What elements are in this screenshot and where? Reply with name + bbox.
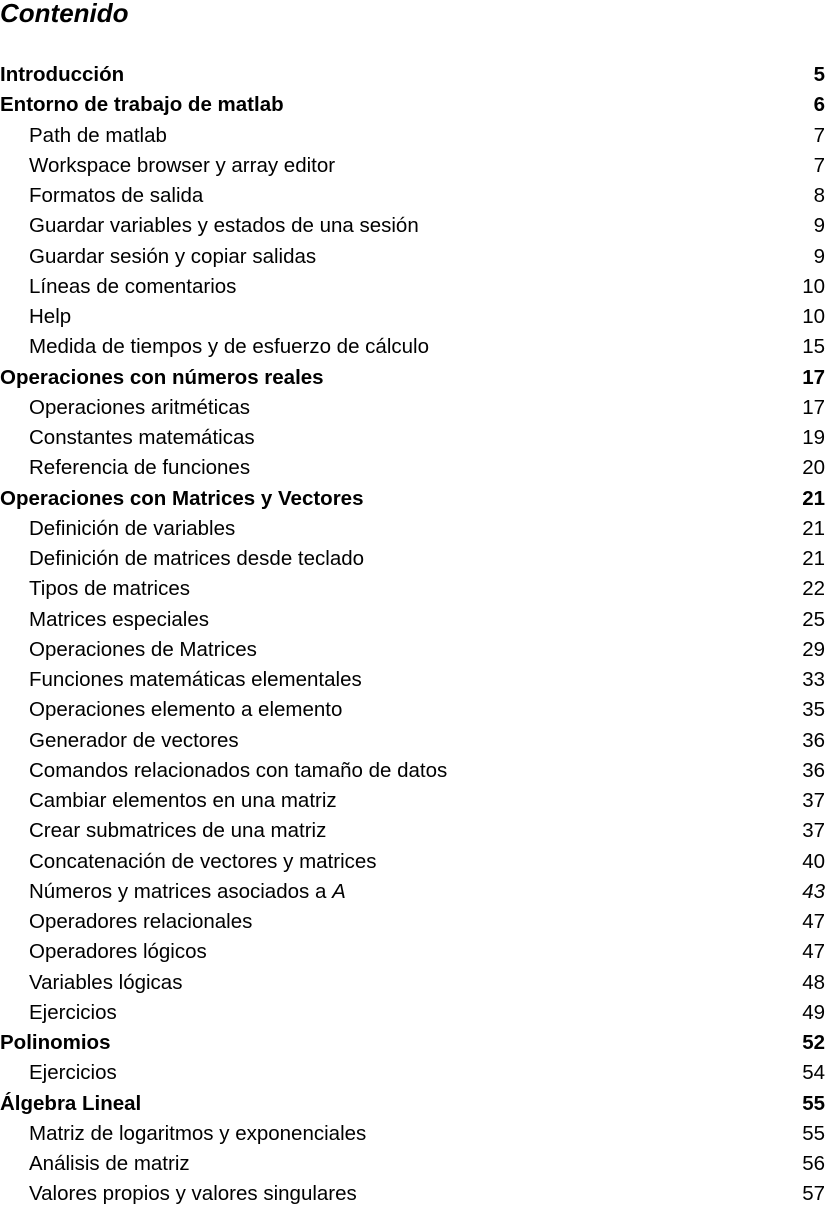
toc-entry-page-number: 47 bbox=[802, 940, 825, 964]
toc-entry-page-number: 21 bbox=[802, 486, 825, 510]
toc-section-entry[interactable] bbox=[0, 544, 826, 574]
toc-entry-page-number: 21 bbox=[802, 547, 825, 571]
toc-section-entry[interactable] bbox=[0, 211, 826, 241]
toc-entry-title-text: Líneas de comentarios bbox=[29, 274, 237, 298]
toc-entry-title bbox=[0, 363, 324, 393]
toc-entry-title bbox=[29, 302, 71, 332]
toc-entry-page-number: 7 bbox=[813, 153, 825, 177]
toc-section-entry[interactable] bbox=[0, 726, 826, 756]
toc-entry-title bbox=[29, 1179, 357, 1209]
toc-entry-title-text: Álgebra Lineal bbox=[0, 1091, 142, 1115]
toc-entry-title bbox=[29, 816, 326, 846]
toc-entry-title bbox=[29, 514, 235, 544]
toc-section-entry[interactable] bbox=[0, 332, 826, 362]
toc-entry-page-number: 19 bbox=[802, 426, 825, 450]
toc-chapter-entry[interactable] bbox=[0, 60, 826, 90]
toc-entry-page-number: 48 bbox=[802, 970, 825, 994]
toc-entry-page-number: 55 bbox=[802, 1121, 825, 1145]
toc-entry-title-text: Guardar variables y estados de una sesión bbox=[29, 214, 419, 238]
toc-entry-title bbox=[29, 726, 239, 756]
toc-section-entry[interactable] bbox=[0, 907, 826, 937]
toc-entry-page-number: 55 bbox=[802, 1091, 825, 1115]
toc-entry-title bbox=[0, 90, 284, 120]
toc-entry-page-number: 17 bbox=[802, 395, 825, 419]
toc-entry-title-text: Workspace browser y array editor bbox=[29, 153, 336, 177]
toc-entry-title-text: Matrices especiales bbox=[29, 607, 210, 631]
toc-entry-page-number: 37 bbox=[802, 789, 825, 813]
toc-entry-page-number: 25 bbox=[802, 607, 825, 631]
toc-entry-title-text: Valores propios y valores singulares bbox=[29, 1182, 357, 1206]
toc-entry-page-number: 17 bbox=[802, 365, 825, 389]
toc-entry-title bbox=[29, 1149, 190, 1179]
toc-entry-title bbox=[29, 121, 167, 151]
toc-entry-title-text: Matriz de logaritmos y exponenciales bbox=[29, 1121, 367, 1145]
toc-section-entry[interactable] bbox=[0, 514, 826, 544]
toc-section-entry[interactable] bbox=[0, 1058, 826, 1088]
toc-entry-page-number: 43 bbox=[802, 879, 825, 903]
toc-entry-title-text: Constantes matemáticas bbox=[29, 426, 255, 450]
toc-section-entry[interactable] bbox=[0, 181, 826, 211]
toc-entry-title bbox=[29, 847, 377, 877]
toc-section-entry[interactable] bbox=[0, 635, 826, 665]
toc-chapter-entry[interactable] bbox=[0, 1089, 826, 1119]
toc-entry-title-text: Operaciones aritméticas bbox=[29, 395, 251, 419]
toc-entry-title bbox=[29, 332, 429, 362]
toc-section-entry[interactable] bbox=[0, 937, 826, 967]
toc-section-entry[interactable] bbox=[0, 393, 826, 423]
toc-entry-title bbox=[0, 60, 124, 90]
toc-entry-page-number: 47 bbox=[802, 910, 825, 934]
toc-section-entry[interactable] bbox=[0, 423, 826, 453]
toc-entry-title-text: Operaciones con Matrices y Vectores bbox=[0, 486, 364, 510]
toc-entry-title-text: Crear submatrices de una matriz bbox=[29, 819, 327, 843]
toc-entry-title-text: Definición de variables bbox=[29, 516, 236, 540]
toc-entry-title bbox=[29, 181, 203, 211]
toc-entry-title bbox=[29, 1058, 117, 1088]
toc-entry-title-text: Operaciones elemento a elemento bbox=[29, 698, 343, 722]
toc-section-entry[interactable] bbox=[0, 574, 826, 604]
toc-entry-title bbox=[29, 1119, 366, 1149]
toc-entry-title-text: Funciones matemáticas elementales bbox=[29, 668, 362, 692]
toc-entry-title bbox=[29, 756, 447, 786]
toc-entry-title-text: Operadores relacionales bbox=[29, 910, 253, 934]
toc-entry-title-text: Medida de tiempos y de esfuerzo de cálculo bbox=[29, 335, 429, 359]
toc-entry-title bbox=[29, 605, 209, 635]
toc-section-entry[interactable] bbox=[0, 1179, 826, 1209]
toc-entry-page-number: 6 bbox=[813, 93, 825, 117]
toc-entry-title-text: Comandos relacionados con tamaño de datos bbox=[29, 758, 448, 782]
toc-section-entry[interactable] bbox=[0, 756, 826, 786]
toc-entry-page-number: 52 bbox=[802, 1031, 825, 1055]
toc-entry-page-number: 22 bbox=[802, 577, 825, 601]
page-title: Contenido bbox=[0, 0, 129, 28]
toc-entry-title bbox=[29, 695, 342, 725]
toc-entry-title-text: Números y matrices asociados a bbox=[29, 879, 333, 903]
toc-entry-page-number: 10 bbox=[802, 305, 825, 329]
toc-entry-title bbox=[29, 877, 346, 907]
toc-entry-title-text: Variables lógicas bbox=[29, 970, 183, 994]
toc-entry-page-number: 36 bbox=[802, 758, 825, 782]
toc-entry-title bbox=[29, 907, 252, 937]
toc-chapter-entry[interactable] bbox=[0, 1028, 826, 1058]
toc-entry-title-text: Cambiar elementos en una matriz bbox=[29, 789, 337, 813]
toc-chapter-entry[interactable] bbox=[0, 363, 826, 393]
toc-entry-page-number: 5 bbox=[813, 63, 825, 87]
toc-entry-title bbox=[29, 242, 316, 272]
toc-section-entry[interactable] bbox=[0, 605, 826, 635]
toc-section-entry[interactable] bbox=[0, 665, 826, 695]
toc-section-entry[interactable] bbox=[0, 242, 826, 272]
toc-entry-title bbox=[29, 786, 337, 816]
toc-entry-title-text: Análisis de matriz bbox=[29, 1152, 190, 1176]
toc-entry-title-text: Referencia de funciones bbox=[29, 456, 251, 480]
toc-entry-page-number: 10 bbox=[802, 274, 825, 298]
toc-entry-page-number: 37 bbox=[802, 819, 825, 843]
toc-entry-title-text: Tipos de matrices bbox=[29, 577, 191, 601]
toc-section-entry[interactable] bbox=[0, 847, 826, 877]
toc-entry-page-number: 33 bbox=[802, 668, 825, 692]
toc-section-entry[interactable] bbox=[0, 1119, 826, 1149]
toc-entry-page-number: 57 bbox=[802, 1182, 825, 1206]
toc-entry-page-number: 9 bbox=[813, 214, 825, 238]
toc-section-entry[interactable] bbox=[0, 453, 826, 483]
toc-entry-title bbox=[0, 1028, 110, 1058]
toc-entry-page-number: 49 bbox=[802, 1000, 825, 1024]
toc-section-entry[interactable] bbox=[0, 151, 826, 181]
toc-entry-title-text: Ejercicios bbox=[29, 1061, 117, 1085]
toc-entry-title bbox=[29, 211, 419, 241]
toc-entry-title bbox=[29, 453, 250, 483]
toc-entry-page-number: 36 bbox=[802, 728, 825, 752]
toc-section-entry[interactable] bbox=[0, 302, 826, 332]
toc-chapter-entry[interactable] bbox=[0, 484, 826, 514]
toc-entry-title-text: Formatos de salida bbox=[29, 184, 204, 208]
toc-entry-title-text: Polinomios bbox=[0, 1031, 111, 1055]
toc-chapter-entry[interactable] bbox=[0, 90, 826, 120]
toc-entry-title-text: Guardar sesión y copiar salidas bbox=[29, 244, 317, 268]
toc-section-entry[interactable] bbox=[0, 998, 826, 1028]
toc-entry-page-number: 15 bbox=[802, 335, 825, 359]
toc-entry-title bbox=[29, 544, 364, 574]
toc-section-entry[interactable] bbox=[0, 1149, 826, 1179]
toc-entry-title-text: Operadores lógicos bbox=[29, 940, 207, 964]
toc-section-entry[interactable] bbox=[0, 695, 826, 725]
toc-entry-title bbox=[29, 393, 250, 423]
toc-entry-page-number: 56 bbox=[802, 1152, 825, 1176]
toc-entry-title-text: Entorno de trabajo de matlab bbox=[0, 93, 284, 117]
toc-entry-title-text: Ejercicios bbox=[29, 1000, 117, 1024]
toc-entry-page-number: 8 bbox=[813, 184, 825, 208]
toc-section-entry[interactable] bbox=[0, 816, 826, 846]
toc-entry-title-text: Introducción bbox=[0, 63, 125, 87]
toc-entry-title-text: Definición de matrices desde teclado bbox=[29, 547, 365, 571]
table-of-contents bbox=[0, 60, 826, 1210]
toc-section-entry[interactable] bbox=[0, 786, 826, 816]
toc-entry-page-number: 20 bbox=[802, 456, 825, 480]
toc-entry-title bbox=[0, 1089, 141, 1119]
toc-entry-title-italic: A bbox=[332, 879, 346, 903]
toc-entry-title-text: Generador de vectores bbox=[29, 728, 239, 752]
toc-entry-page-number: 40 bbox=[802, 849, 825, 873]
toc-entry-title bbox=[29, 635, 257, 665]
toc-entry-title-text: Concatenación de vectores y matrices bbox=[29, 849, 377, 873]
toc-entry-page-number: 35 bbox=[802, 698, 825, 722]
toc-entry-page-number: 7 bbox=[813, 123, 825, 147]
toc-section-entry[interactable] bbox=[0, 877, 826, 907]
toc-entry-title bbox=[29, 968, 182, 998]
toc-entry-title bbox=[29, 272, 236, 302]
toc-entry-title bbox=[29, 665, 362, 695]
toc-entry-page-number: 29 bbox=[802, 637, 825, 661]
toc-entry-title bbox=[29, 998, 117, 1028]
toc-section-entry[interactable] bbox=[0, 121, 826, 151]
toc-entry-title-text: Operaciones con números reales bbox=[0, 365, 324, 389]
toc-entry-page-number: 21 bbox=[802, 516, 825, 540]
toc-entry-title-text: Help bbox=[29, 305, 72, 329]
toc-section-entry[interactable] bbox=[0, 968, 826, 998]
toc-entry-title bbox=[29, 151, 335, 181]
toc-entry-page-number: 54 bbox=[802, 1061, 825, 1085]
toc-entry-page-number: 9 bbox=[813, 244, 825, 268]
toc-section-entry[interactable] bbox=[0, 272, 826, 302]
toc-entry-title-text: Operaciones de Matrices bbox=[29, 637, 257, 661]
toc-entry-title bbox=[29, 574, 190, 604]
toc-entry-title bbox=[29, 423, 255, 453]
toc-entry-title bbox=[29, 937, 207, 967]
toc-entry-title-text: Path de matlab bbox=[29, 123, 167, 147]
toc-entry-title bbox=[0, 484, 363, 514]
